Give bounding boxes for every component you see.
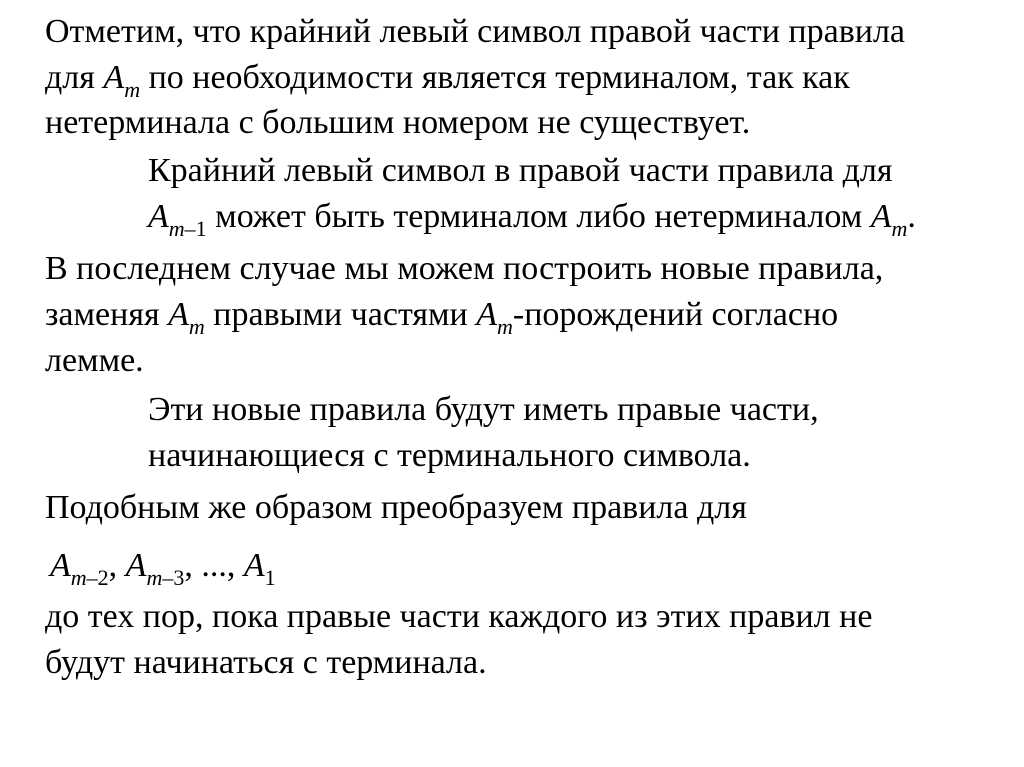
math-variable: A [476,296,497,333]
text: заменяя [45,296,160,333]
paragraph-2-line-2 [148,197,916,241]
math-variable: A [243,547,265,584]
text: В последнем случае мы можем построить новые правила, [45,250,884,287]
text: ..., [201,547,236,584]
math-subscript [265,565,276,590]
text: правыми частями [213,296,468,333]
text: до тех пор, пока правые части каждого из этих правил не [45,598,873,635]
text: , [184,547,193,584]
math-subscript: m [891,216,908,241]
text: Крайний левый символ в правой части правила для [148,152,893,189]
math-variable: A [103,59,125,96]
math-variable: A [148,198,169,235]
text: , [108,547,118,584]
paragraph-1-line-1 [45,12,905,52]
text: нетерминала с большим номером не существует. [45,104,751,141]
math-subscript [71,565,109,590]
paragraph-1-line-2 [45,58,850,102]
subscript-text: m– [146,565,174,590]
text: для [45,59,95,96]
text: Отметим, что крайний левый символ правой части правила [45,13,906,50]
subscript-text: m– [168,216,196,241]
math-subscript [146,565,184,590]
paragraph-5-line-4 [45,643,487,683]
text: может быть терминалом либо нетерминалом [215,198,863,235]
subscript-number: 1 [195,216,207,241]
text: . [907,198,916,235]
paragraph-1-line-3 [45,103,750,143]
text: Подобным же образом преобразуем правила для [45,489,747,526]
math-subscript: m [124,77,141,102]
paragraph-4-line-2 [148,436,751,476]
math-variable: A [50,547,71,584]
paragraph-5-line-3 [45,597,872,637]
paragraph-3-line-1 [45,249,883,289]
paragraph-2-line-1 [148,151,893,191]
math-subscript: m [188,314,205,339]
subscript-text: m– [70,565,98,590]
paragraph-3-line-2 [45,295,839,339]
math-variable: A [168,296,189,333]
subscript-number: 2 [97,565,109,590]
subscript-number: 3 [173,565,185,590]
math-subscript: m [497,314,513,339]
math-variable: A [125,547,147,584]
math-subscript [169,216,207,241]
math-variable: A [870,198,892,235]
subscript-number: 1 [264,565,276,590]
text: Эти новые правила будут иметь правые части, [148,391,819,428]
paragraph-5-sequence [50,546,276,590]
text: -порождений согласно [512,296,839,333]
paragraph-5-line-1 [45,488,747,528]
paragraph-4-line-1 [148,390,819,430]
text: начинающиеся с терминального символа. [148,437,751,474]
text: по необходимости является терминалом, так как [148,59,850,96]
text: лемме. [45,342,144,379]
text: будут начинаться с терминала. [45,644,487,681]
paragraph-3-line-3 [45,341,144,381]
